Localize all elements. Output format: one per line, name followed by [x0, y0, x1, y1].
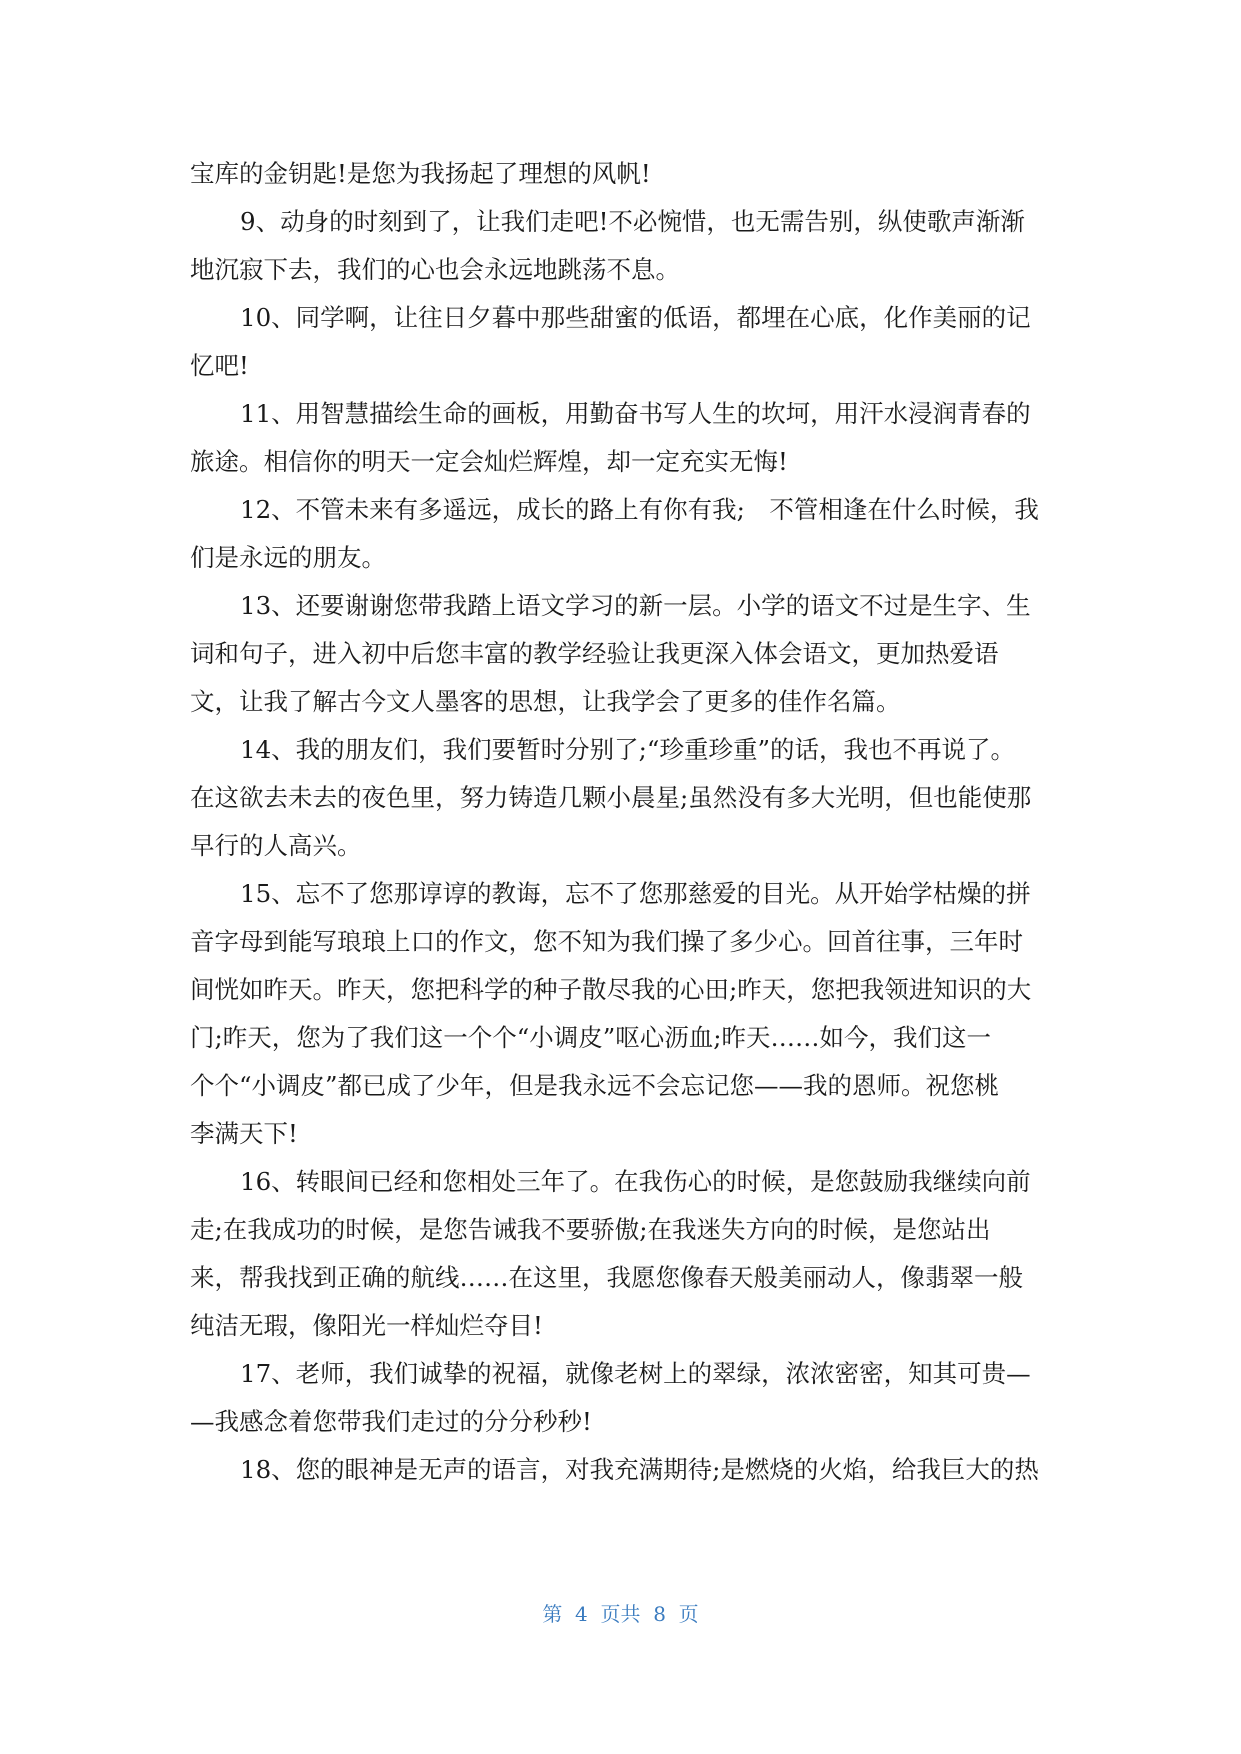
text-line: 来，帮我找到正确的航线……在这里，我愿您像春天般美丽动人，像翡翠一般	[190, 1263, 1023, 1292]
text-line: 纯洁无瑕，像阳光一样灿烂夺目!	[190, 1311, 543, 1340]
page-number-footer: 第 4 页共 8 页	[542, 1602, 699, 1626]
text-line: 在这欲去未去的夜色里，努力铸造几颗小晨星;虽然没有多大光明，但也能使那	[190, 783, 1032, 812]
text-line: 地沉寂下去，我们的心也会永远地跳荡不息。	[190, 255, 680, 284]
text-line: 9、动身的时刻到了，让我们走吧!不必惋惜，也无需告别，纵使歌声渐渐	[240, 207, 1025, 236]
text-line: 忆吧!	[190, 351, 249, 380]
text-line: 李满天下!	[190, 1119, 298, 1148]
text-line: 旅途。相信你的明天一定会灿烂辉煌，却一定充实无悔!	[190, 447, 788, 476]
text-line: 文，让我了解古今文人墨客的思想，让我学会了更多的佳作名篇。	[190, 687, 901, 716]
text-line: 宝库的金钥匙!是您为我扬起了理想的风帆!	[190, 159, 651, 188]
text-line: 10、同学啊，让往日夕暮中那些甜蜜的低语，都埋在心底，化作美丽的记	[240, 303, 1031, 332]
text-line: 16、转眼间已经和您相处三年了。在我伤心的时候，是您鼓励我继续向前	[240, 1167, 1031, 1196]
text-line: 词和句子，进入初中后您丰富的教学经验让我更深入体会语文，更加热爱语	[190, 639, 999, 668]
text-line: 18、您的眼神是无声的语言，对我充满期待;是燃烧的火焰，给我巨大的热	[240, 1455, 1039, 1484]
text-line: 门;昨天，您为了我们这一个个“小调皮”呕心沥血;昨天……如今，我们这一	[190, 1023, 992, 1052]
text-line: 间恍如昨天。昨天，您把科学的种子散尽我的心田;昨天，您把我领进知识的大	[190, 975, 1032, 1004]
text-line: 14、我的朋友们，我们要暂时分别了;“珍重珍重”的话，我也不再说了。	[240, 735, 1015, 764]
text-line: 走;在我成功的时候，是您告诫我不要骄傲;在我迷失方向的时候，是您站出	[190, 1215, 991, 1244]
text-line: 早行的人高兴。	[190, 831, 362, 860]
text-line: 12、不管未来有多遥远，成长的路上有你有我; 不管相逢在什么时候，我	[240, 495, 1039, 524]
text-line: —我感念着您带我们走过的分分秒秒!	[190, 1407, 592, 1436]
document-body	[190, 150, 1050, 1494]
text-line: 13、还要谢谢您带我踏上语文学习的新一层。小学的语文不过是生字、生	[240, 591, 1031, 620]
text-line: 个个“小调皮”都已成了少年，但是我永远不会忘记您——我的恩师。祝您桃	[190, 1071, 1000, 1100]
text-line: 15、忘不了您那谆谆的教诲，忘不了您那慈爱的目光。从开始学枯燥的拼	[240, 879, 1031, 908]
text-line: 17、老师，我们诚挚的祝福，就像老树上的翠绿，浓浓密密，知其可贵—	[240, 1359, 1031, 1388]
text-line: 们是永远的朋友。	[190, 543, 386, 572]
text-line: 11、用智慧描绘生命的画板，用勤奋书写人生的坎坷，用汗水浸润青春的	[240, 399, 1031, 428]
text-line: 音字母到能写琅琅上口的作文，您不知为我们操了多少心。回首往事，三年时	[190, 927, 1023, 956]
